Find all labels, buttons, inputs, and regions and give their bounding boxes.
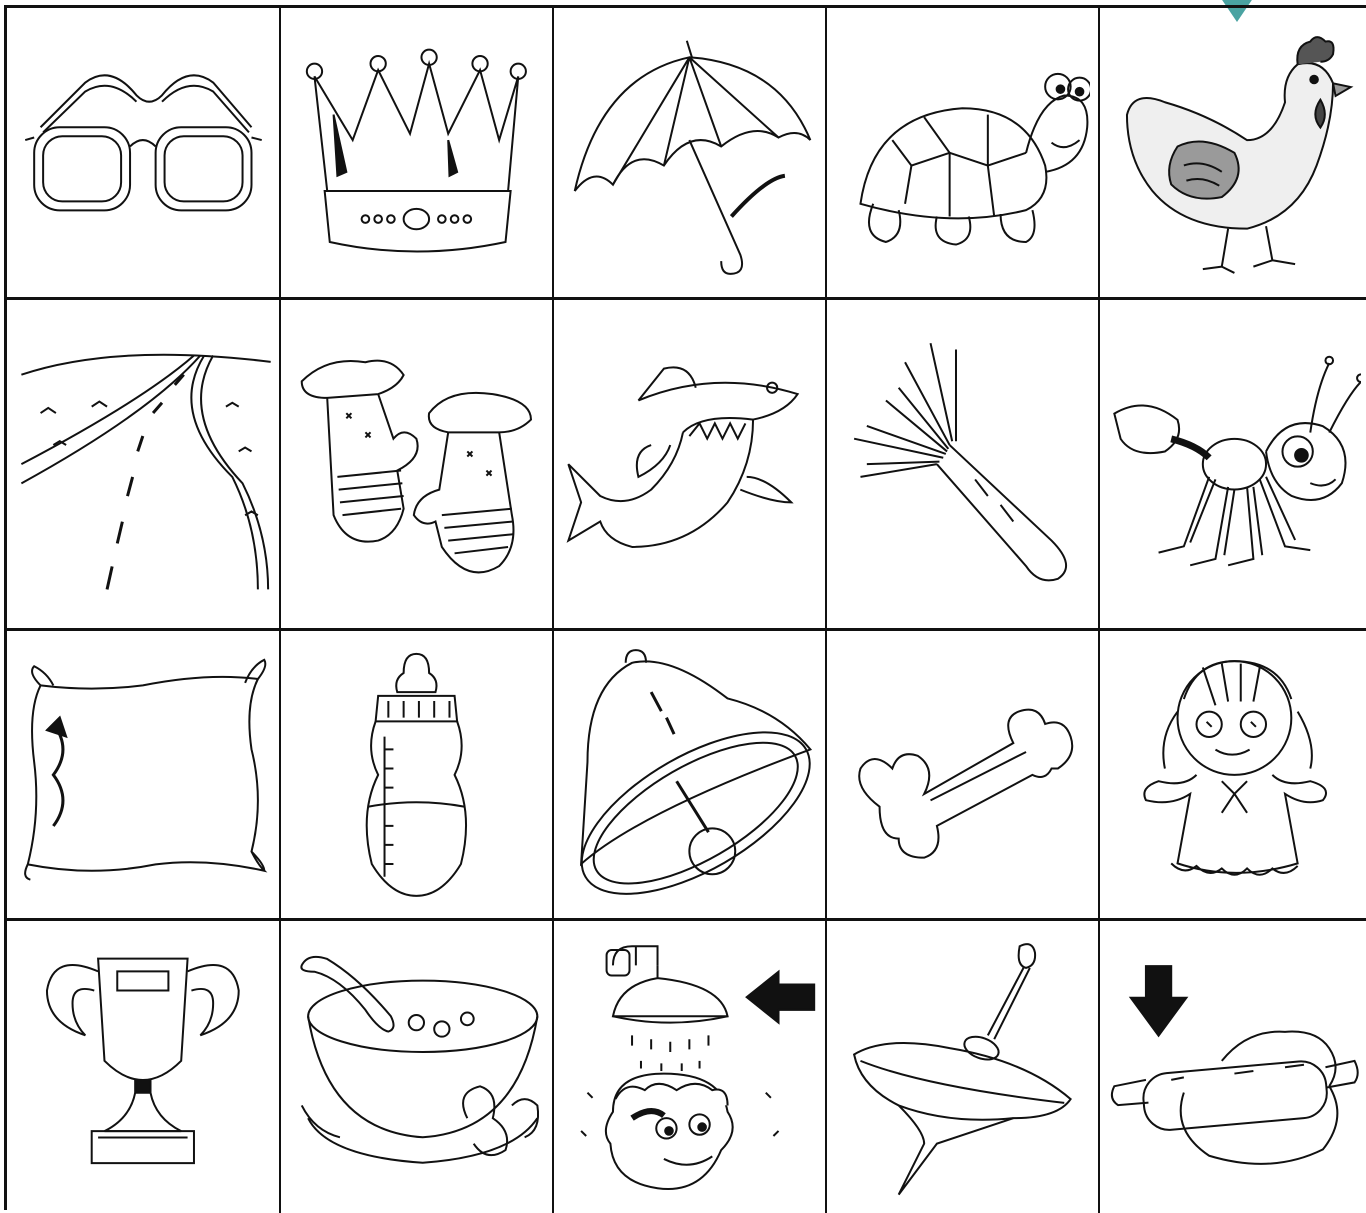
card-bone[interactable]: [827, 631, 1100, 918]
doll-icon: [1108, 640, 1361, 910]
grid-row-4: [7, 921, 1366, 1213]
card-hen[interactable]: [1100, 8, 1366, 297]
mittens-icon: [289, 310, 544, 618]
card-doll[interactable]: [1100, 631, 1366, 918]
card-mittens[interactable]: [281, 300, 554, 628]
card-rolling-pin[interactable]: [1100, 921, 1366, 1213]
card-pillow[interactable]: [7, 631, 281, 918]
sunglasses-icon: [15, 17, 271, 289]
bell-icon: [562, 640, 817, 910]
card-road[interactable]: [7, 300, 281, 628]
card-soup-bowl[interactable]: [281, 921, 554, 1213]
rolling-pin-icon: [1108, 930, 1361, 1204]
grid-row-3: [7, 631, 1366, 921]
grid-row-1: [7, 8, 1366, 300]
hen-icon: [1108, 17, 1361, 289]
card-baby-bottle[interactable]: [281, 631, 554, 918]
shower-icon: [562, 930, 817, 1204]
umbrella-icon: [562, 17, 817, 289]
ant-icon: [1108, 310, 1361, 618]
soup-bowl-icon: [289, 930, 544, 1204]
card-shark[interactable]: [554, 300, 827, 628]
card-sunglasses[interactable]: [7, 8, 281, 297]
spinning-top-icon: [835, 930, 1090, 1204]
shark-icon: [562, 310, 817, 618]
turtle-icon: [835, 17, 1090, 289]
crown-icon: [289, 17, 544, 289]
pillow-icon: [15, 640, 271, 910]
card-spinning-top[interactable]: [827, 921, 1100, 1213]
leek-icon: [835, 310, 1090, 618]
card-trophy[interactable]: [7, 921, 281, 1213]
trophy-icon: [15, 930, 271, 1204]
picture-card-grid: [4, 5, 1366, 1210]
card-ant[interactable]: [1100, 300, 1366, 628]
card-leek[interactable]: [827, 300, 1100, 628]
card-umbrella[interactable]: [554, 8, 827, 297]
road-icon: [15, 310, 271, 618]
bone-icon: [835, 640, 1090, 910]
grid-row-2: [7, 300, 1366, 631]
card-shower[interactable]: [554, 921, 827, 1213]
card-turtle[interactable]: [827, 8, 1100, 297]
card-crown[interactable]: [281, 8, 554, 297]
card-bell[interactable]: [554, 631, 827, 918]
baby-bottle-icon: [289, 640, 544, 910]
